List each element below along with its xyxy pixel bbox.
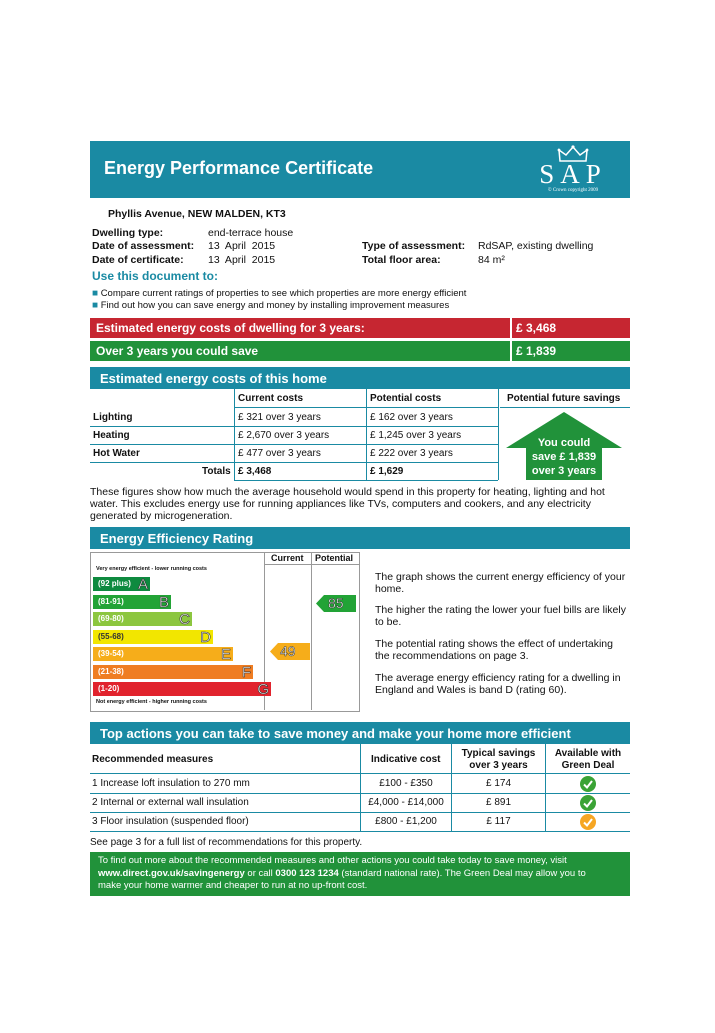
- recommendations-footnote: See page 3 for a full list of recommendations for this property.: [90, 837, 363, 848]
- row-hotwater-label: Hot Water: [93, 448, 140, 459]
- rating-explain-2: The higher the rating the lower your fuel bills are likely to be.: [375, 604, 626, 628]
- divider: [366, 389, 367, 480]
- rating-section-heading: [90, 527, 630, 549]
- date-assessment-label: Date of assessment:: [92, 240, 195, 252]
- type-assessment-label: Type of assessment:: [362, 240, 466, 252]
- logo-copyright: © Crown copyright 2009: [547, 188, 599, 193]
- rating-band-a: [93, 577, 150, 591]
- savings-arrow-text: [506, 436, 622, 478]
- actions-section-heading: [90, 722, 630, 744]
- certificate-header: [90, 141, 630, 198]
- rating-explain-1: The graph shows the current energy efficiency of your home.: [375, 571, 626, 595]
- rating-band-range: (69-80): [98, 614, 124, 623]
- type-assessment-value: RdSAP, existing dwelling: [478, 240, 594, 252]
- measure-2-saving: £ 891: [485, 797, 512, 808]
- divider: [498, 389, 499, 480]
- current-rating-value: 49: [280, 643, 296, 659]
- rating-band-letter: A: [137, 576, 148, 593]
- divider: [311, 552, 312, 710]
- date-assessment-value: 13 April 2015: [208, 240, 276, 252]
- could-save-label: Over 3 years you could save: [96, 344, 259, 358]
- could-save-value-box: [512, 341, 630, 361]
- measure-3-saving: £ 117: [486, 816, 511, 827]
- col-green-deal-line1: Available with: [554, 748, 622, 759]
- rating-band-letter: F: [241, 663, 251, 681]
- use-document-heading: Use this document to:: [92, 269, 219, 283]
- savings-arrow-line1: You could: [537, 437, 591, 449]
- rating-explain-3: The potential rating shows the effect of undertaking the recommendations on page 3.: [375, 638, 613, 662]
- measure-1-cost: £100 - £350: [379, 778, 433, 789]
- bullet-icon: ■: [92, 288, 99, 299]
- rating-band-range: (21-38): [98, 666, 124, 676]
- rating-band-c: [93, 612, 192, 626]
- green-deal-line2-rest: (standard national rate). The Green Deal may allow you to: [338, 867, 586, 879]
- totals-current: £ 3,468: [238, 466, 272, 477]
- use-bullet-2-text: Find out how you can save energy and money by installing improvement measures: [100, 300, 450, 311]
- divider: [90, 426, 498, 427]
- rating-col-potential: Potential: [315, 553, 354, 563]
- costs-section-heading: [90, 367, 630, 389]
- rating-band-f: [93, 665, 253, 679]
- col-future-savings: Potential future savings: [507, 393, 621, 404]
- sap-logo-text: SAP: [539, 159, 607, 189]
- divider: [264, 564, 359, 565]
- rating-band-letter: C: [179, 611, 190, 628]
- property-address: Phyllis Avenue, NEW MALDEN, KT3: [108, 208, 286, 220]
- page-title: Energy Performance Certificate: [104, 158, 374, 178]
- rating-band-range: (81-91): [98, 596, 124, 606]
- rating-band-letter: G: [257, 681, 269, 698]
- rating-band-range: (1-20): [98, 684, 120, 693]
- dwelling-type-label: Dwelling type:: [92, 227, 164, 239]
- col-typical-savings: [452, 748, 545, 772]
- rating-band-letter: D: [200, 628, 211, 646]
- green-deal-line2: [98, 868, 626, 881]
- rating-col-current: Current: [271, 553, 304, 563]
- date-certificate-value: 13 April 2015: [208, 254, 276, 266]
- measure-1-saving: £ 174: [485, 778, 512, 789]
- rating-heading-text: Energy Efficiency Rating: [100, 531, 254, 546]
- divider: [234, 480, 498, 481]
- rating-bottom-note: Not energy efficient - higher running costs: [96, 699, 207, 705]
- row-heating-label: Heating: [93, 430, 130, 441]
- col-green-deal-line2: Green Deal: [561, 760, 615, 771]
- rating-band-range: (55-68): [98, 631, 124, 641]
- row-hotwater-potential: £ 222 over 3 years: [370, 448, 453, 459]
- row-lighting-label: Lighting: [93, 412, 133, 423]
- savings-arrow-line2: save £ 1,839: [531, 451, 597, 463]
- estimated-costs-value-box: [512, 318, 630, 338]
- estimated-costs-bar: [90, 318, 510, 338]
- green-deal-line1: To find out more about the recommended measures and other actions you could take today to save money, visit: [98, 855, 567, 866]
- estimated-costs-label: Estimated energy costs of dwelling for 3 years:: [96, 321, 365, 335]
- col-recommended-measures: Recommended measures: [92, 754, 214, 765]
- col-indicative-cost: Indicative cost: [371, 754, 441, 765]
- rating-band-d: [93, 630, 213, 644]
- measure-2-text: 2 Internal or external wall insulation: [92, 797, 249, 808]
- rating-explain-4: The average energy efficiency rating for a dwelling in England and Wales is band D (rating 60).: [375, 672, 621, 696]
- divider: [234, 389, 235, 480]
- row-lighting-potential: £ 162 over 3 years: [370, 412, 453, 423]
- rating-band-range: (39-54): [98, 649, 124, 658]
- col-typical-savings-line1: Typical savings: [461, 748, 536, 759]
- col-green-deal: [546, 748, 630, 772]
- row-heating-potential: £ 1,245 over 3 years: [370, 430, 462, 441]
- estimated-costs-value: £ 3,468: [516, 321, 557, 335]
- rating-top-note: Very energy efficient - lower running costs: [96, 566, 207, 572]
- green-deal-check-icon: [580, 795, 596, 811]
- divider: [90, 831, 630, 832]
- date-certificate-label: Date of certificate:: [92, 254, 184, 266]
- measure-3-text: 3 Floor insulation (suspended floor): [92, 816, 249, 827]
- green-deal-line3: make your home warmer and cheaper to run at no up-front cost.: [98, 880, 368, 891]
- potential-rating-value: 85: [328, 595, 344, 611]
- measure-3-cost: £800 - £1,200: [375, 816, 437, 827]
- rating-band-letter: E: [220, 646, 231, 663]
- costs-heading-text: Estimated energy costs of this home: [100, 371, 327, 386]
- measure-1-text: 1 Increase loft insulation to 270 mm: [92, 778, 250, 789]
- row-lighting-current: £ 321 over 3 years: [238, 412, 321, 423]
- green-deal-or: or call: [244, 867, 276, 879]
- row-heating-current: £ 2,670 over 3 years: [238, 430, 330, 441]
- savings-arrow-line3: over 3 years: [531, 465, 597, 477]
- use-bullet-2: [92, 300, 449, 311]
- actions-heading-text: Top actions you can take to save money and make your home more efficient: [100, 726, 571, 741]
- bullet-icon: ■: [92, 300, 99, 311]
- could-save-value: £ 1,839: [516, 344, 557, 358]
- row-hotwater-current: £ 477 over 3 years: [238, 448, 321, 459]
- floor-area-label: Total floor area:: [362, 254, 441, 266]
- totals-label: Totals: [202, 466, 231, 477]
- costs-note: These figures show how much the average household would spend in this property for heating, lighting and hot water. This excludes energy use for running appliances like TVs, computers and cookers, and any electricity generated by microgeneration.: [90, 486, 605, 522]
- col-current-costs: Current costs: [238, 393, 304, 404]
- divider: [90, 444, 498, 445]
- green-deal-info-text: [98, 855, 626, 893]
- rating-band-e: [93, 647, 233, 661]
- green-deal-check-icon: [580, 814, 596, 830]
- use-bullet-1-text: Compare current ratings of properties to see which properties are more energy efficient: [100, 288, 467, 299]
- floor-area-value: 84 m²: [478, 254, 505, 266]
- green-deal-check-icon: [580, 776, 596, 792]
- rating-band-b: [93, 595, 171, 609]
- totals-potential: £ 1,629: [370, 466, 404, 477]
- could-save-bar: [90, 341, 510, 361]
- sap-logo: [528, 145, 618, 195]
- divider: [500, 407, 630, 408]
- rating-band-range: (92 plus): [98, 579, 131, 588]
- divider: [90, 462, 498, 463]
- col-potential-costs: Potential costs: [370, 393, 442, 404]
- green-deal-info-box: [90, 852, 630, 896]
- phone-number: 0300 123 1234: [275, 867, 339, 879]
- dwelling-type-value: end-terrace house: [208, 227, 294, 239]
- rating-band-g: [93, 682, 271, 696]
- measure-2-cost: £4,000 - £14,000: [368, 797, 444, 808]
- use-bullet-1: [92, 288, 466, 299]
- rating-band-letter: B: [158, 593, 169, 611]
- col-typical-savings-line2: over 3 years: [469, 760, 528, 771]
- savingenergy-link[interactable]: www.direct.gov.uk/savingenergy: [98, 867, 245, 879]
